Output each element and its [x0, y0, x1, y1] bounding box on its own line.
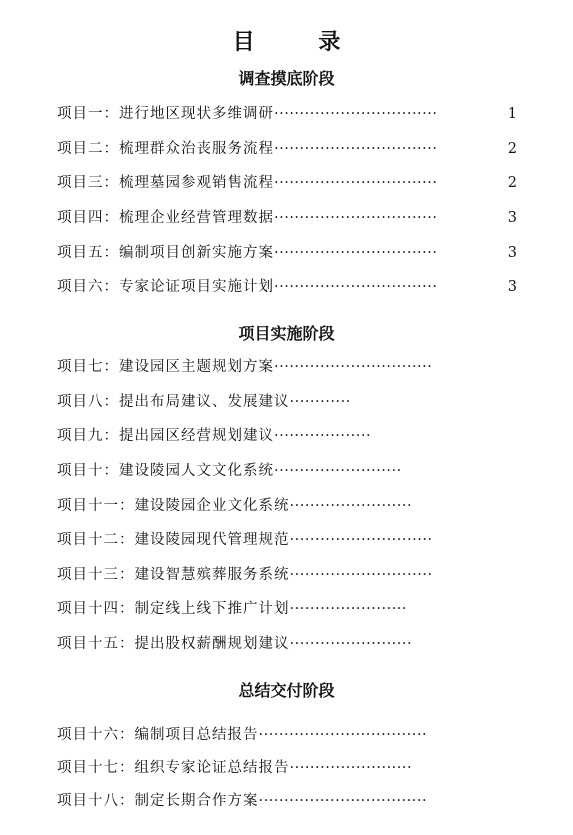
toc-entry[interactable] — [57, 564, 517, 586]
section-heading-survey: 调查摸底阶段 — [238, 69, 335, 88]
toc-entry-label: 项目六：专家论证项目实施计划 — [57, 279, 274, 295]
toc-entry-label: 项目八：提出布局建议、发展建议 — [57, 394, 290, 410]
toc-entry-label: 项目十六：编制项目总结报告 — [57, 727, 259, 743]
toc-entry-label: 项目四：梳理企业经营管理数据 — [57, 210, 274, 226]
toc-entry[interactable] — [57, 391, 517, 413]
toc-entry[interactable] — [57, 724, 517, 746]
toc-entry-label: 项目十八：制定长期合作方案 — [57, 793, 259, 809]
toc-leader-dots: ································ — [274, 245, 438, 261]
toc-entry[interactable] — [57, 356, 517, 378]
toc-entry-label: 项目五：编制项目创新实施方案 — [57, 245, 274, 261]
toc-entry-label: 项目十四：制定线上线下推广计划 — [57, 601, 290, 617]
toc-entry[interactable] — [57, 460, 517, 482]
toc-leader-dots: ································· — [258, 793, 428, 809]
toc-entry-label: 项目十：建设陵园人文文化系统 — [57, 463, 274, 479]
toc-entry[interactable] — [57, 598, 517, 620]
toc-leader-dots: ························ — [289, 636, 413, 652]
page-title: 目 录 — [232, 30, 369, 55]
toc-leader-dots: ············ — [289, 394, 351, 410]
toc-entry[interactable] — [57, 138, 517, 160]
toc-entry[interactable] — [57, 172, 517, 194]
toc-entry[interactable] — [57, 103, 517, 125]
toc-leader-dots: ························ — [289, 760, 413, 776]
toc-leader-dots: ························ — [289, 498, 413, 514]
toc-leader-dots: ································ — [274, 141, 438, 157]
toc-page-number: 2 — [507, 141, 517, 157]
toc-entry[interactable] — [57, 757, 517, 779]
toc-leader-dots: ································ — [274, 175, 438, 191]
toc-entry[interactable] — [57, 633, 517, 655]
toc-entry-label: 项目十三：建设智慧殡葬服务系统 — [57, 567, 290, 583]
toc-entry[interactable] — [57, 242, 517, 264]
toc-page-number: 3 — [507, 210, 517, 226]
toc-leader-dots: ···························· — [289, 532, 433, 548]
toc-entry[interactable] — [57, 495, 517, 517]
toc-leader-dots: ···························· — [289, 567, 433, 583]
toc-leader-dots: ··················· — [274, 428, 372, 444]
toc-entry[interactable] — [57, 529, 517, 551]
section-heading-summary: 总结交付阶段 — [238, 681, 335, 700]
toc-leader-dots: ································ — [274, 210, 438, 226]
toc-entry[interactable] — [57, 425, 517, 447]
toc-leader-dots: ································ — [274, 106, 438, 122]
toc-leader-dots: ························· — [274, 463, 402, 479]
toc-entry-label: 项目一：进行地区现状多维调研 — [57, 106, 274, 122]
toc-leader-dots: ······················· — [289, 601, 408, 617]
toc-leader-dots: ······························· — [274, 359, 433, 375]
toc-entry-label: 项目三：梳理墓园参观销售流程 — [57, 175, 274, 191]
toc-entry-label: 项目十二：建设陵园现代管理规范 — [57, 532, 290, 548]
section-heading-implementation: 项目实施阶段 — [238, 324, 335, 343]
toc-entry[interactable] — [57, 207, 517, 229]
toc-entry[interactable] — [57, 790, 517, 812]
toc-entry-label: 项目七：建设园区主题规划方案 — [57, 359, 274, 375]
toc-leader-dots: ································ — [274, 279, 438, 295]
toc-entry-label: 项目十一：建设陵园企业文化系统 — [57, 498, 290, 514]
toc-page-number: 1 — [507, 106, 517, 122]
toc-page-number: 2 — [507, 175, 517, 191]
toc-leader-dots: ································· — [258, 727, 428, 743]
toc-page-number: 3 — [507, 245, 517, 261]
toc-entry-label: 项目九：提出园区经营规划建议 — [57, 428, 274, 444]
toc-entry-label: 项目二：梳理群众治丧服务流程 — [57, 141, 274, 157]
toc-entry-label: 项目十七：组织专家论证总结报告 — [57, 760, 290, 776]
toc-entry[interactable] — [57, 276, 517, 298]
toc-page-number: 3 — [507, 279, 517, 295]
toc-entry-label: 项目十五：提出股权薪酬规划建议 — [57, 636, 290, 652]
